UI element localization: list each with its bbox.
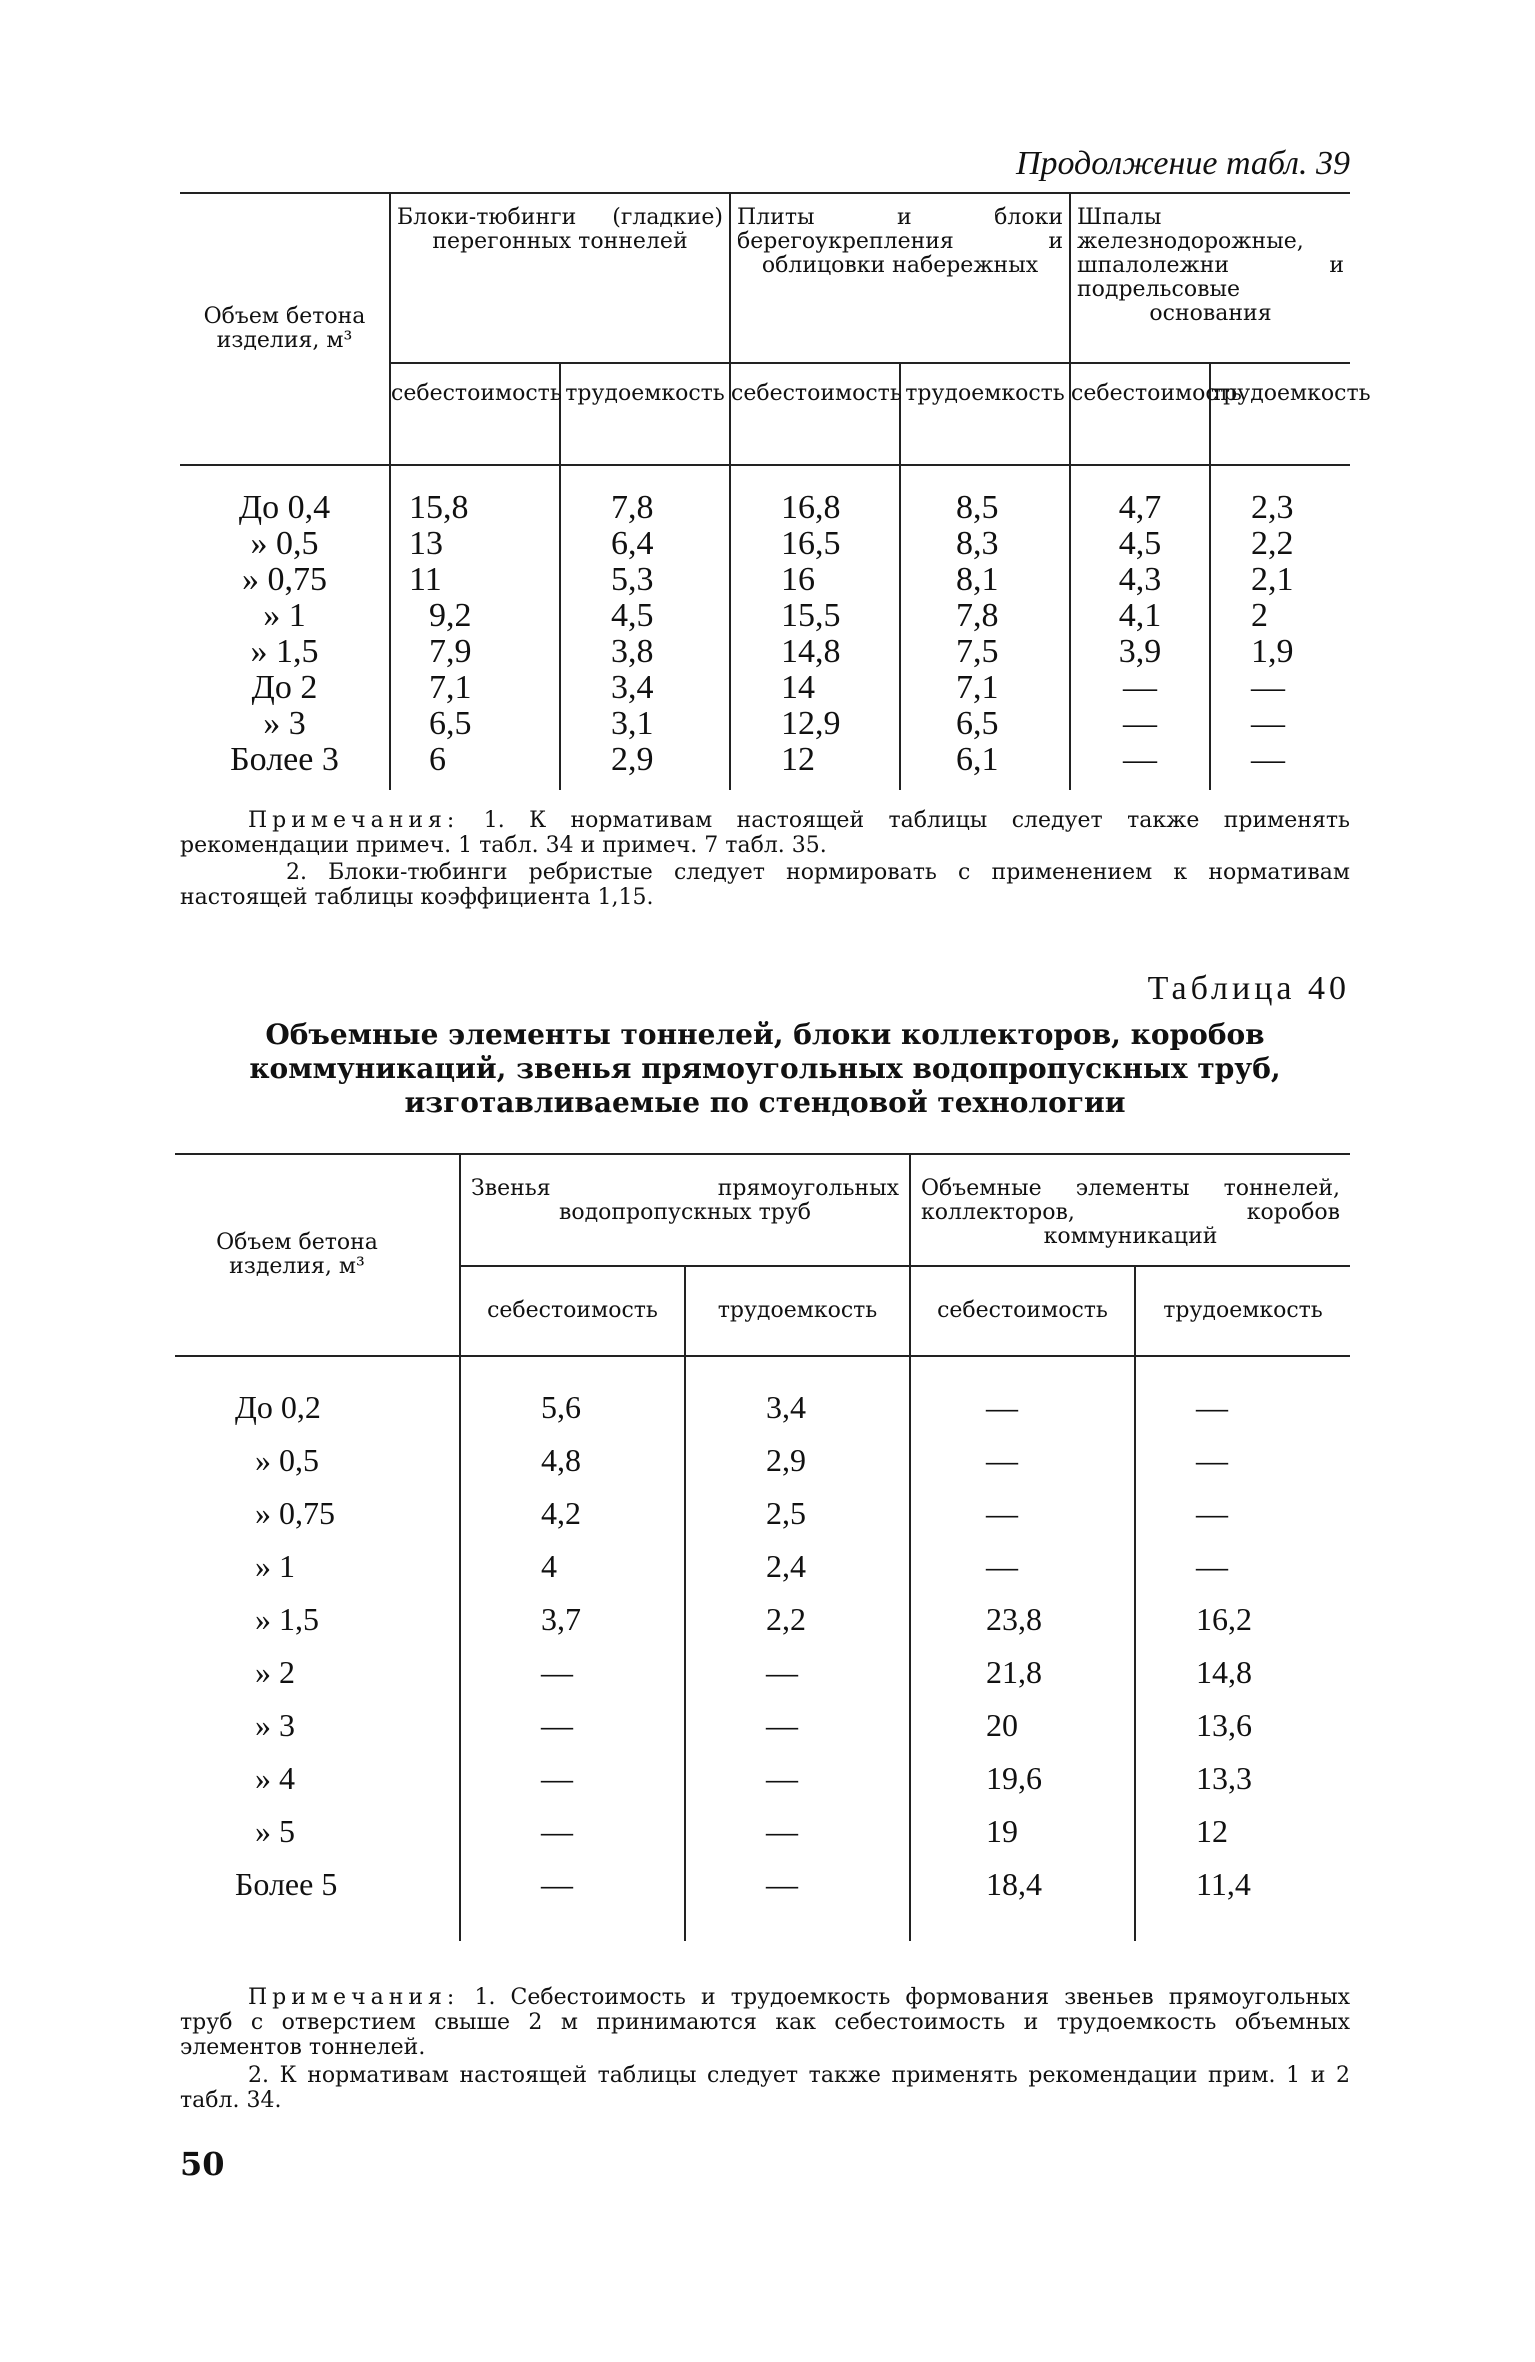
table-cell: —: [766, 1813, 798, 1849]
table-cell: 3,1: [611, 705, 654, 742]
table-39: [180, 192, 1371, 790]
table-cell: —: [766, 1654, 798, 1690]
t40-row-header: Объем бетона изделия, м³: [216, 1230, 378, 1279]
t40-note-2: 2. К нормативам настоящей таблицы следует также применять рекомендации прим. 1 и 2 табл. 34.: [180, 2063, 1350, 2113]
table-row-label: » 3: [255, 1707, 295, 1743]
table-cell: 8,5: [956, 489, 999, 526]
table-cell: —: [541, 1707, 573, 1743]
table-row-label: » 1: [255, 1548, 295, 1584]
table-cell: 6,1: [956, 741, 999, 778]
t39-note-2: 2. Блоки-тюбинги ребристые следует нормировать с применением к нормативам настоящей таблицы коэффициента 1,15.: [180, 860, 1350, 910]
table-cell: 19,6: [986, 1760, 1042, 1796]
table-cell: 6,5: [429, 705, 472, 742]
table-cell: 8,1: [956, 561, 999, 598]
table-cell: 4,2: [541, 1495, 581, 1531]
t39-sub-cost-2: себестоимость: [730, 363, 900, 465]
table-cell: 4,1: [1118, 597, 1162, 634]
t39-sub-cost-3: себестоимость: [1070, 363, 1210, 465]
table-cell: —: [541, 1813, 573, 1849]
t39-group-header-2: Плиты и блоки берегоукрепления и облицовки набережных: [730, 193, 1070, 363]
t39-col-cost-2: [781, 490, 899, 778]
table-row-label: Более 3: [230, 741, 339, 778]
table-cell: 6,5: [956, 705, 999, 742]
table-cell: 3,9: [1118, 633, 1162, 670]
t40-group-header-2: Объемные элементы тоннелей, коллекторов, коробов коммуникаций: [921, 1176, 1340, 1249]
table-cell: 14: [781, 669, 815, 706]
table-cell: 3,8: [611, 633, 654, 670]
table-cell: 18,4: [986, 1866, 1042, 1902]
table-40-number: Таблица 40: [1147, 970, 1350, 1007]
table-cell: —: [1251, 741, 1286, 778]
table-row-label: » 0,75: [255, 1495, 335, 1531]
table-cell: —: [986, 1548, 1018, 1584]
table-cell: 16: [781, 561, 815, 598]
table-cell: 4,8: [541, 1442, 581, 1478]
continuation-heading: Продолжение табл. 39: [1015, 145, 1350, 182]
table-cell: 14,8: [1196, 1654, 1252, 1690]
t39-col-cost-1: [409, 490, 559, 778]
table-row-label: » 4: [255, 1760, 295, 1796]
table-cell: —: [766, 1707, 798, 1743]
notes-label: Примечания:: [248, 1985, 460, 2010]
table-cell: —: [1196, 1548, 1228, 1584]
table-cell: 6,4: [611, 525, 654, 562]
table-row-label: » 0,5: [250, 525, 319, 562]
table-cell: 2,2: [1251, 525, 1294, 562]
table-cell: 1,9: [1251, 633, 1294, 670]
table-cell: 13,6: [1196, 1707, 1252, 1743]
table-cell: 14,8: [781, 633, 841, 670]
table-cell: —: [986, 1495, 1018, 1531]
table-cell: 23,8: [986, 1601, 1042, 1637]
table-cell: 3,7: [541, 1601, 581, 1637]
table-cell: 11,4: [1196, 1866, 1251, 1902]
table-cell: 7,5: [956, 633, 999, 670]
table-row-label: » 3: [263, 705, 306, 742]
note-text: 1. Себестоимость и трудоемкость формования звеньев прямоугольных труб с отверстием свыше 2 м принимаются как себестоимость и трудоемкость объемных элементов тоннелей.: [180, 1985, 1350, 2060]
table-cell: —: [541, 1654, 573, 1690]
table-cell: 9,2: [429, 597, 472, 634]
table-row-label: » 0,5: [255, 1442, 319, 1478]
table-cell: 4,5: [611, 597, 654, 634]
table-row-label: До 0,4: [238, 489, 331, 526]
table-cell: 21,8: [986, 1654, 1042, 1690]
table-cell: —: [766, 1866, 798, 1902]
table-cell: —: [541, 1760, 573, 1796]
table-cell: 6: [429, 741, 446, 778]
t40-sub-cost-1: себестоимость: [460, 1266, 685, 1356]
notes-label: Примечания:: [248, 808, 460, 833]
t40-sub-labor-1: трудоемкость: [685, 1266, 910, 1356]
table-row-label: » 1,5: [255, 1601, 319, 1637]
table-cell: —: [986, 1442, 1018, 1478]
table-cell: 2,5: [766, 1495, 806, 1531]
t39-col-cost-3: [1071, 490, 1209, 778]
table-cell: 19: [986, 1813, 1018, 1849]
page-number: 50: [180, 2145, 225, 2183]
table-cell: 3,4: [611, 669, 654, 706]
t40-group-header-1: Звенья прямоугольных водопропускных труб: [460, 1154, 910, 1266]
t40-row-labels: [235, 1381, 459, 1911]
table-cell: —: [1251, 705, 1286, 742]
table-cell: 11: [409, 561, 442, 598]
table-40: [175, 1153, 1350, 1941]
table-cell: 12: [781, 741, 815, 778]
table-row-label: » 1: [263, 597, 306, 634]
table-cell: 12,9: [781, 705, 841, 742]
table-cell: 2,4: [766, 1548, 806, 1584]
t40-sub-labor-2: трудоемкость: [1135, 1266, 1350, 1356]
t40-col-cost-1: [541, 1381, 684, 1911]
t39-col-labor-1: [611, 490, 729, 778]
t39-sub-labor-1: трудоемкость: [560, 363, 730, 465]
table-cell: 3,4: [766, 1389, 806, 1425]
table-cell: 5,6: [541, 1389, 581, 1425]
t39-note-1: [180, 808, 1350, 858]
table-row-label: » 5: [255, 1813, 295, 1849]
table-cell: 4: [541, 1548, 557, 1584]
table-cell: 2: [1251, 597, 1269, 634]
t39-sub-labor-3: трудоемкость: [1210, 363, 1350, 465]
table-cell: 2,9: [611, 741, 654, 778]
table-cell: 2,2: [766, 1601, 806, 1637]
t40-col-cost-2: [986, 1381, 1134, 1911]
table-cell: —: [1251, 669, 1286, 706]
table-40-title: Объемные элементы тоннелей, блоки коллекторов, коробов коммуникаций, звенья прямоугольных водопропускных труб, изготавливаемые по стендовой технологии: [249, 1018, 1281, 1119]
table-row-label: » 2: [255, 1654, 295, 1690]
t40-col-labor-1: [766, 1381, 909, 1911]
table-cell: 2,9: [766, 1442, 806, 1478]
table-cell: —: [1196, 1442, 1228, 1478]
table-cell: 16,5: [781, 525, 841, 562]
table-cell: 16,2: [1196, 1601, 1252, 1637]
table-cell: 4,7: [1118, 489, 1162, 526]
table-cell: 7,8: [611, 489, 654, 526]
table-cell: 2,1: [1251, 561, 1294, 598]
t39-group-header-3: Шпалы железнодорожные, шпалолежни и подрельсовые основания: [1077, 205, 1345, 326]
table-cell: 8,3: [956, 525, 999, 562]
table-cell: —: [1196, 1495, 1228, 1531]
table-cell: 7,9: [429, 633, 472, 670]
t39-sub-labor-2: трудоемкость: [900, 363, 1070, 465]
table-cell: —: [541, 1866, 573, 1902]
table-cell: 7,1: [429, 669, 472, 706]
t40-note-1: [180, 1985, 1350, 2060]
t39-row-labels: [180, 490, 389, 778]
table-cell: —: [766, 1760, 798, 1796]
t39-group-header-1: Блоки-тюбинги (гладкие) перегонных тоннелей: [390, 193, 730, 363]
t40-sub-cost-2: себестоимость: [910, 1266, 1135, 1356]
table-cell: 15,8: [409, 489, 469, 526]
table-row-label: » 0,75: [242, 561, 327, 598]
t39-col-labor-3: [1251, 490, 1350, 778]
table-cell: 5,3: [611, 561, 654, 598]
table-cell: —: [1123, 705, 1158, 742]
note-text: 1. К нормативам настоящей таблицы следует также применять рекомендации примеч. 1 табл. 34 и примеч. 7 табл. 35.: [180, 808, 1350, 858]
table-cell: 16,8: [781, 489, 841, 526]
table-cell: —: [1196, 1389, 1228, 1425]
t39-sub-cost-1: себестоимость: [390, 363, 560, 465]
table-cell: 20: [986, 1707, 1018, 1743]
table-row-label: » 1,5: [250, 633, 319, 670]
table-cell: —: [1123, 741, 1158, 778]
table-cell: —: [986, 1389, 1018, 1425]
table-row-label: До 2: [251, 669, 318, 706]
table-cell: 2,3: [1251, 489, 1294, 526]
table-cell: 7,1: [956, 669, 999, 706]
table-row-label: Более 5: [235, 1866, 338, 1902]
table-cell: 15,5: [781, 597, 841, 634]
t39-col-labor-2: [956, 490, 1069, 778]
t39-row-header: Объем бетона изделия, м³: [203, 304, 366, 353]
t40-col-labor-2: [1196, 1381, 1350, 1911]
table-cell: 13,3: [1196, 1760, 1252, 1796]
table-cell: 4,5: [1118, 525, 1162, 562]
table-row-label: До 0,2: [235, 1389, 321, 1425]
table-cell: 12: [1196, 1813, 1228, 1849]
table-cell: 4,3: [1118, 561, 1162, 598]
table-cell: 13: [409, 525, 443, 562]
table-cell: —: [1123, 669, 1158, 706]
table-cell: 7,8: [956, 597, 999, 634]
